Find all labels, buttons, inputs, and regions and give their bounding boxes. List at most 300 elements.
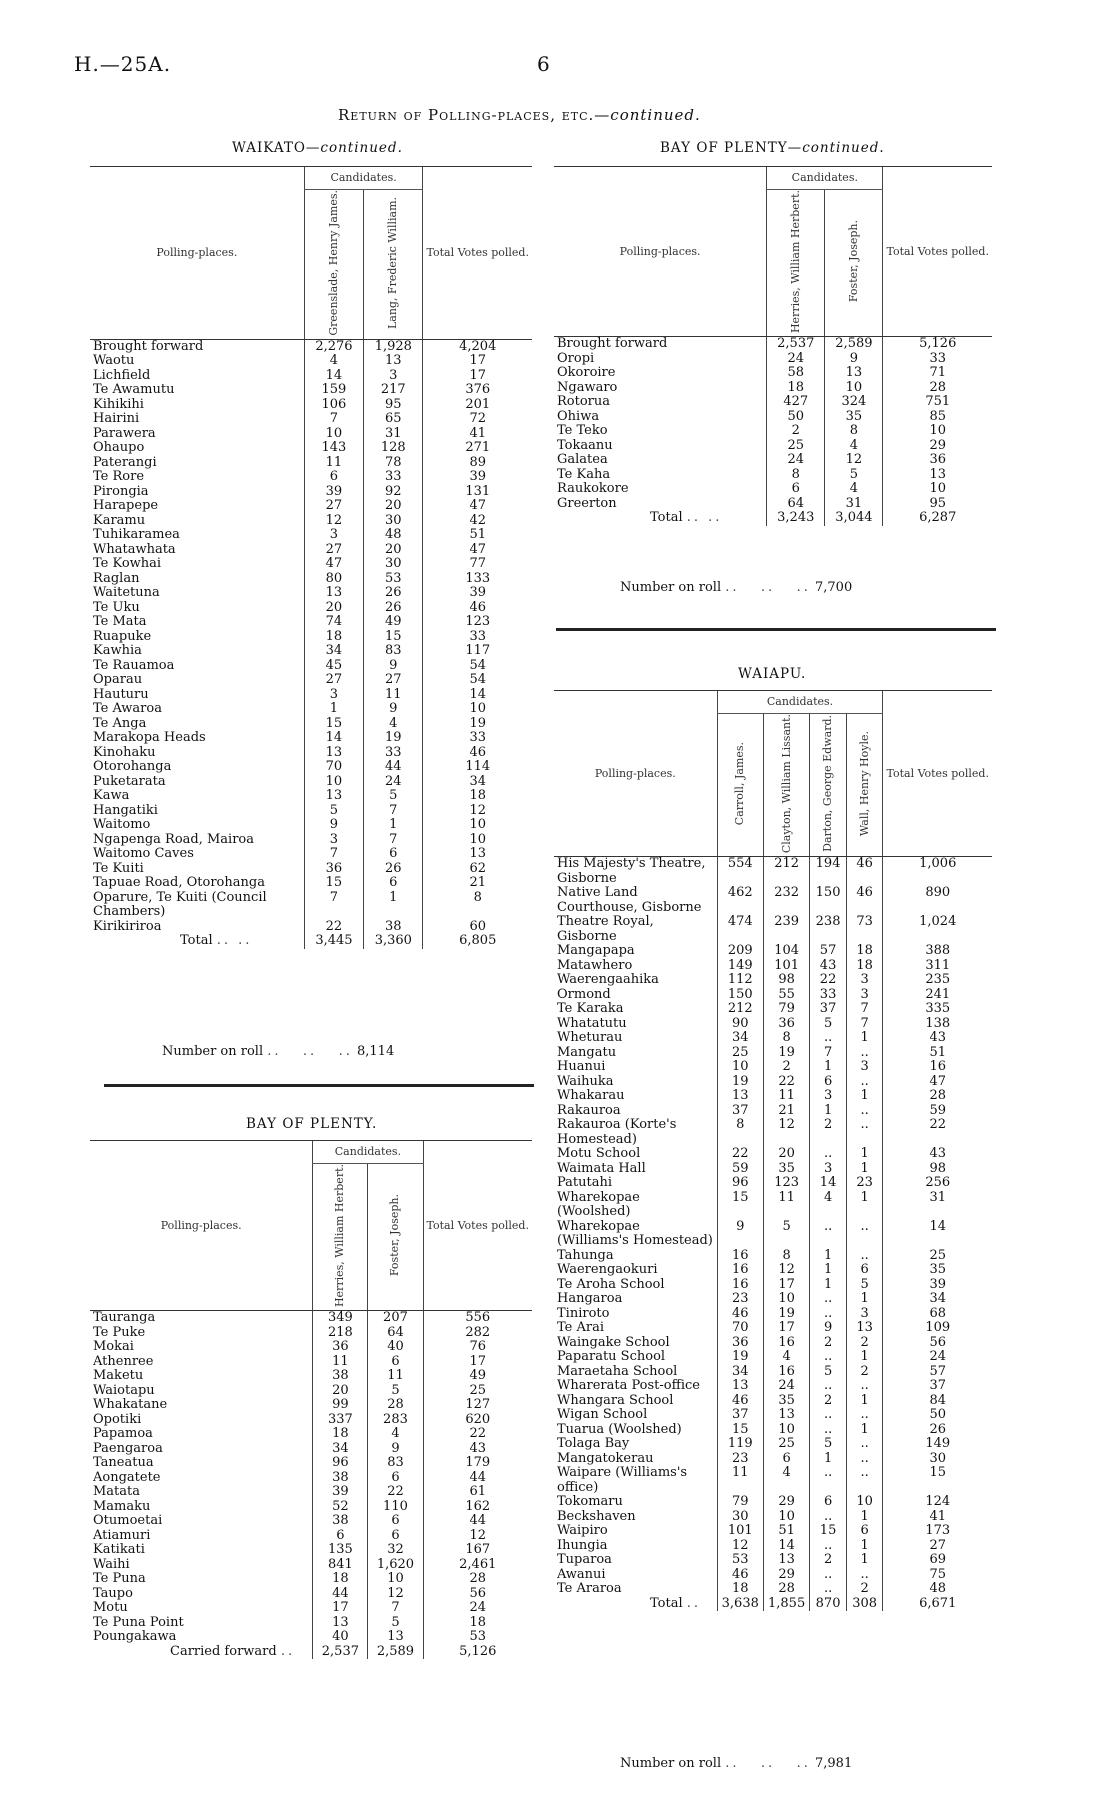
polling-place-name: Wharerata Post-office bbox=[557, 1378, 700, 1394]
table-row bbox=[554, 1176, 992, 1191]
vote-count: 337 bbox=[313, 1413, 368, 1428]
vote-count: 2,537 bbox=[767, 337, 825, 352]
polling-place-name: Oparure, Te Kuiti (Council Chambers) bbox=[93, 889, 267, 920]
vote-count: 50 bbox=[883, 1408, 992, 1423]
vote-count: 18 bbox=[423, 1616, 532, 1631]
bop-cont-roll-value: 7,700 bbox=[815, 580, 853, 595]
section-rule-right bbox=[556, 628, 996, 631]
vote-count: 26 bbox=[364, 601, 423, 616]
vote-count: 50 bbox=[767, 410, 825, 425]
vote-count: 10 bbox=[423, 833, 532, 848]
table-row bbox=[90, 1369, 532, 1384]
vote-count: 59 bbox=[883, 1104, 992, 1119]
vote-count: 31 bbox=[883, 1191, 992, 1220]
vote-count: 46 bbox=[717, 1394, 763, 1409]
table-row bbox=[90, 586, 532, 601]
polling-place-name: Waitomo Caves bbox=[93, 846, 194, 862]
vote-count: 48 bbox=[883, 1582, 992, 1597]
vote-count: 46 bbox=[846, 857, 883, 887]
vote-count: .. bbox=[810, 1568, 847, 1583]
polling-place-name: Motu bbox=[93, 1600, 128, 1616]
vote-count: .. bbox=[846, 1249, 883, 1264]
waikato-total-votes: 6,805 bbox=[423, 934, 532, 949]
table-row bbox=[554, 1568, 992, 1583]
vote-count: 29 bbox=[883, 439, 992, 454]
vote-count: 1 bbox=[364, 891, 423, 920]
polling-place-name: Maketu bbox=[93, 1368, 144, 1384]
polling-place-name: Te Arai bbox=[557, 1320, 604, 1336]
vote-count: 16 bbox=[883, 1060, 992, 1075]
bop-cont-title bbox=[660, 140, 885, 156]
vote-count: 36 bbox=[717, 1336, 763, 1351]
vote-count: .. bbox=[810, 1379, 847, 1394]
bop-cont-total-c1: 3,243 bbox=[767, 511, 825, 526]
table-row bbox=[90, 383, 532, 398]
polling-place-name: Galatea bbox=[557, 452, 608, 468]
vote-count: 19 bbox=[364, 731, 423, 746]
polling-place-name: Beckshaven bbox=[557, 1508, 636, 1524]
table-row bbox=[90, 499, 532, 514]
vote-count: 77 bbox=[423, 557, 532, 572]
table-row bbox=[554, 1350, 992, 1365]
vote-count: 14 bbox=[763, 1539, 809, 1554]
vote-count: 201 bbox=[423, 398, 532, 413]
vote-count: .. bbox=[810, 1582, 847, 1597]
vote-count: 3 bbox=[846, 1060, 883, 1075]
vote-count: 2,589 bbox=[825, 337, 883, 352]
vote-count: 16 bbox=[763, 1336, 809, 1351]
vote-count: 53 bbox=[364, 572, 423, 587]
vote-count: 13 bbox=[883, 468, 992, 483]
vote-count: 24 bbox=[763, 1379, 809, 1394]
waiapu-title: WAIAPU. bbox=[738, 666, 807, 682]
table-row bbox=[90, 456, 532, 471]
vote-count: 26 bbox=[883, 1423, 992, 1438]
vote-count: 12 bbox=[763, 1263, 809, 1278]
table-row bbox=[554, 886, 992, 915]
bop-cont-total-votes: 6,287 bbox=[883, 511, 992, 526]
table-row bbox=[554, 1365, 992, 1380]
vote-count: 1 bbox=[810, 1249, 847, 1264]
vote-count: 109 bbox=[883, 1321, 992, 1336]
polling-place-name: Whakatane bbox=[93, 1397, 168, 1413]
vote-count: 6 bbox=[846, 1524, 883, 1539]
vote-count: 311 bbox=[883, 959, 992, 974]
polling-place-name: Okoroire bbox=[557, 365, 616, 381]
table-row bbox=[90, 1456, 532, 1471]
vote-count: 20 bbox=[313, 1384, 368, 1399]
vote-count: 127 bbox=[423, 1398, 532, 1413]
vote-count: .. bbox=[846, 1379, 883, 1394]
vote-count: 55 bbox=[763, 988, 809, 1003]
polling-place-name: Raglan bbox=[93, 570, 140, 586]
vote-count: 36 bbox=[313, 1340, 368, 1355]
polling-place-name: Tahunga bbox=[557, 1247, 614, 1263]
polling-place-name: Hangaroa bbox=[557, 1291, 623, 1307]
vote-count: 40 bbox=[368, 1340, 423, 1355]
polling-place-name: Waimata Hall bbox=[557, 1160, 646, 1176]
vote-count: 79 bbox=[717, 1495, 763, 1510]
vote-count: 39 bbox=[313, 1485, 368, 1500]
vote-count: 8 bbox=[825, 424, 883, 439]
table-row bbox=[554, 1147, 992, 1162]
table-row bbox=[90, 339, 532, 354]
vote-count: 65 bbox=[364, 412, 423, 427]
bop-carried-label: Carried forward .. bbox=[170, 1643, 296, 1659]
vote-count: 44 bbox=[313, 1587, 368, 1602]
table-row bbox=[554, 453, 992, 468]
vote-count: 34 bbox=[304, 644, 363, 659]
page-header-ref: H.—25A. bbox=[74, 52, 172, 76]
vote-count: 16 bbox=[717, 1278, 763, 1293]
table-row bbox=[90, 470, 532, 485]
vote-count: 16 bbox=[763, 1365, 809, 1380]
vote-count: 28 bbox=[423, 1572, 532, 1587]
waikato-total-label: Total .. .. bbox=[180, 933, 253, 949]
table-row bbox=[90, 804, 532, 819]
vote-count: 6 bbox=[364, 847, 423, 862]
vote-count: 106 bbox=[304, 398, 363, 413]
polling-place-name: Whatawhata bbox=[93, 541, 176, 557]
vote-count: 34 bbox=[423, 775, 532, 790]
vote-count: 5,126 bbox=[883, 337, 992, 352]
vote-count: 119 bbox=[717, 1437, 763, 1452]
waiapu-total-label: Total .. bbox=[650, 1595, 702, 1611]
vote-count: 64 bbox=[368, 1326, 423, 1341]
vote-count: 1 bbox=[846, 1553, 883, 1568]
vote-count: 133 bbox=[423, 572, 532, 587]
vote-count: 46 bbox=[423, 746, 532, 761]
polling-place-name: Otumoetai bbox=[93, 1513, 163, 1529]
table-row bbox=[90, 1514, 532, 1529]
table-row bbox=[554, 1278, 992, 1293]
vote-count: 35 bbox=[883, 1263, 992, 1278]
bop-head-total: Total Votes polled. bbox=[423, 1141, 532, 1311]
vote-count: 104 bbox=[763, 944, 809, 959]
vote-count: .. bbox=[846, 1437, 883, 1452]
vote-count: 10 bbox=[883, 424, 992, 439]
table-row bbox=[554, 988, 992, 1003]
polling-place-name: Athenree bbox=[93, 1353, 154, 1369]
vote-count: 1 bbox=[846, 1031, 883, 1046]
vote-count: 28 bbox=[883, 381, 992, 396]
vote-count: 21 bbox=[423, 876, 532, 891]
vote-count: 90 bbox=[717, 1017, 763, 1032]
vote-count: 10 bbox=[304, 775, 363, 790]
vote-count: 39 bbox=[304, 485, 363, 500]
vote-count: 35 bbox=[763, 1394, 809, 1409]
waikato-table-wrap bbox=[90, 166, 532, 949]
vote-count: 1 bbox=[846, 1191, 883, 1220]
polling-place-name: Huanui bbox=[557, 1059, 606, 1075]
table-row bbox=[554, 857, 992, 887]
vote-count: 2 bbox=[810, 1553, 847, 1568]
table-row bbox=[90, 847, 532, 862]
vote-count: 17 bbox=[313, 1601, 368, 1616]
waikato-total-c2: 3,360 bbox=[364, 934, 423, 949]
vote-count: 84 bbox=[883, 1394, 992, 1409]
vote-count: 101 bbox=[763, 959, 809, 974]
vote-count: 28 bbox=[883, 1089, 992, 1104]
waikato-head-places: Polling-places. bbox=[90, 167, 304, 340]
vote-count: 9 bbox=[364, 659, 423, 674]
waiapu-total-votes: 6,671 bbox=[883, 1597, 992, 1612]
polling-place-name: Wharekopae (Woolshed) bbox=[557, 1189, 640, 1220]
vote-count: 64 bbox=[767, 497, 825, 512]
vote-count: 6 bbox=[368, 1355, 423, 1370]
vote-count: 29 bbox=[763, 1568, 809, 1583]
vote-count: 9 bbox=[825, 352, 883, 367]
table-row bbox=[90, 630, 532, 645]
vote-count: 25 bbox=[717, 1046, 763, 1061]
vote-count: 6 bbox=[368, 1529, 423, 1544]
vote-count: 14 bbox=[810, 1176, 847, 1191]
vote-count: 30 bbox=[717, 1510, 763, 1525]
vote-count: 149 bbox=[717, 959, 763, 974]
vote-count: 25 bbox=[763, 1437, 809, 1452]
vote-count: 2 bbox=[846, 1336, 883, 1351]
table-row bbox=[554, 1423, 992, 1438]
waiapu-total-c4: 308 bbox=[846, 1597, 883, 1612]
table-row bbox=[554, 1524, 992, 1539]
vote-count: 150 bbox=[810, 886, 847, 915]
vote-count: 7 bbox=[846, 1017, 883, 1032]
vote-count: 33 bbox=[364, 470, 423, 485]
vote-count: 43 bbox=[883, 1147, 992, 1162]
table-row bbox=[554, 1379, 992, 1394]
polling-place-name: Waihuka bbox=[557, 1073, 614, 1089]
polling-place-name: Mangapapa bbox=[557, 943, 635, 959]
vote-count: 75 bbox=[883, 1568, 992, 1583]
polling-place-name: Te Mata bbox=[93, 614, 147, 630]
vote-count: 73 bbox=[846, 915, 883, 944]
vote-count: 24 bbox=[767, 352, 825, 367]
vote-count: 16 bbox=[717, 1249, 763, 1264]
vote-count: 56 bbox=[883, 1336, 992, 1351]
vote-count: 2 bbox=[810, 1336, 847, 1351]
polling-place-name: Maraetaha School bbox=[557, 1363, 678, 1379]
vote-count: 3 bbox=[304, 688, 363, 703]
vote-count: 47 bbox=[304, 557, 363, 572]
polling-place-name: Kawa bbox=[93, 788, 130, 804]
section-rule bbox=[104, 1084, 534, 1087]
vote-count: 78 bbox=[364, 456, 423, 471]
vote-count: 138 bbox=[883, 1017, 992, 1032]
vote-count: 6 bbox=[364, 876, 423, 891]
polling-place-name: Paparatu School bbox=[557, 1349, 666, 1365]
polling-place-name: Theatre Royal, Gisborne bbox=[557, 914, 654, 944]
vote-count: 27 bbox=[364, 673, 423, 688]
vote-count: 12 bbox=[304, 514, 363, 529]
vote-count: 159 bbox=[304, 383, 363, 398]
polling-place-name: Tuparoa bbox=[557, 1552, 612, 1568]
bop-cont-head-total: Total Votes polled. bbox=[883, 167, 992, 337]
vote-count: 474 bbox=[717, 915, 763, 944]
vote-count: 324 bbox=[825, 395, 883, 410]
bop-cont-head-candidates: Candidates. bbox=[767, 167, 883, 190]
bop-cont-total-c2: 3,044 bbox=[825, 511, 883, 526]
polling-place-name: Native Land Courthouse, Gisborne bbox=[557, 885, 702, 915]
polling-place-name: Wigan School bbox=[557, 1407, 648, 1423]
table-row bbox=[554, 424, 992, 439]
table-row bbox=[90, 1340, 532, 1355]
vote-count: 1 bbox=[846, 1147, 883, 1162]
table-row bbox=[90, 746, 532, 761]
table-row bbox=[554, 1408, 992, 1423]
table-row bbox=[554, 482, 992, 497]
vote-count: 28 bbox=[763, 1582, 809, 1597]
waikato-total-c1: 3,445 bbox=[304, 934, 363, 949]
vote-count: 209 bbox=[717, 944, 763, 959]
vote-count: 33 bbox=[883, 352, 992, 367]
vote-count: 24 bbox=[767, 453, 825, 468]
vote-count: 6 bbox=[810, 1495, 847, 1510]
vote-count: 17 bbox=[763, 1278, 809, 1293]
vote-count: 1 bbox=[846, 1423, 883, 1438]
vote-count: 13 bbox=[846, 1321, 883, 1336]
table-row bbox=[90, 1558, 532, 1573]
vote-count: .. bbox=[810, 1220, 847, 1249]
polling-place-name: Te Awaroa bbox=[93, 701, 162, 717]
vote-count: 44 bbox=[423, 1514, 532, 1529]
vote-count: 39 bbox=[423, 586, 532, 601]
vote-count: 95 bbox=[883, 497, 992, 512]
vote-count: 13 bbox=[717, 1089, 763, 1104]
table-row bbox=[554, 1031, 992, 1046]
polling-place-name: Lichfield bbox=[93, 367, 151, 383]
polling-place-name: Brought forward bbox=[93, 338, 204, 354]
vote-count: .. bbox=[846, 1118, 883, 1147]
vote-count: 13 bbox=[825, 366, 883, 381]
vote-count: 96 bbox=[313, 1456, 368, 1471]
table-row bbox=[90, 717, 532, 732]
bop-carried-c1: 2,537 bbox=[313, 1645, 368, 1660]
vote-count: 2,461 bbox=[423, 1558, 532, 1573]
vote-count: 89 bbox=[423, 456, 532, 471]
vote-count: 239 bbox=[763, 915, 809, 944]
vote-count: 376 bbox=[423, 383, 532, 398]
vote-count: 40 bbox=[313, 1630, 368, 1645]
vote-count: 17 bbox=[423, 354, 532, 369]
polling-place-name: Te Kaha bbox=[557, 466, 611, 482]
vote-count: 53 bbox=[423, 1630, 532, 1645]
polling-place-name: Mamaku bbox=[93, 1498, 151, 1514]
table-row bbox=[90, 1442, 532, 1457]
vote-count: 9 bbox=[810, 1321, 847, 1336]
polling-place-name: Oparau bbox=[93, 672, 143, 688]
table-row bbox=[554, 1582, 992, 1597]
polling-place-name: Waihi bbox=[93, 1556, 130, 1572]
vote-count: 7 bbox=[364, 833, 423, 848]
polling-place-name: Poungakawa bbox=[93, 1629, 177, 1645]
table-row bbox=[554, 1437, 992, 1452]
vote-count: 232 bbox=[763, 886, 809, 915]
table-row bbox=[90, 557, 532, 572]
table-row bbox=[90, 601, 532, 616]
table-row bbox=[90, 543, 532, 558]
polling-place-name: Otorohanga bbox=[93, 759, 172, 775]
polling-place-name: Kinohaku bbox=[93, 744, 156, 760]
waikato-title bbox=[232, 140, 403, 156]
vote-count: 167 bbox=[423, 1543, 532, 1558]
table-row bbox=[554, 352, 992, 367]
vote-count: 2 bbox=[810, 1118, 847, 1147]
table-row bbox=[90, 412, 532, 427]
vote-count: 12 bbox=[763, 1118, 809, 1147]
vote-count: 6 bbox=[313, 1529, 368, 1544]
polling-place-name: Te Karaka bbox=[557, 1001, 624, 1017]
bop-head-c2: Foster, Joseph. bbox=[388, 1194, 402, 1277]
vote-count: 43 bbox=[423, 1442, 532, 1457]
waiapu-head-total: Total Votes polled. bbox=[883, 691, 992, 857]
vote-count: 12 bbox=[423, 804, 532, 819]
bop-head-candidates: Candidates. bbox=[313, 1141, 423, 1164]
vote-count: 11 bbox=[313, 1355, 368, 1370]
vote-count: 4 bbox=[810, 1191, 847, 1220]
table-row bbox=[90, 1485, 532, 1500]
table-row bbox=[554, 1466, 992, 1495]
vote-count: 11 bbox=[763, 1089, 809, 1104]
vote-count: 37 bbox=[717, 1408, 763, 1423]
polling-place-name: Tauranga bbox=[93, 1310, 156, 1326]
vote-count: 13 bbox=[313, 1616, 368, 1631]
vote-count: 4 bbox=[763, 1466, 809, 1495]
table-row bbox=[554, 1104, 992, 1119]
vote-count: 21 bbox=[763, 1104, 809, 1119]
table-row bbox=[90, 818, 532, 833]
vote-count: 46 bbox=[717, 1307, 763, 1322]
vote-count: 1 bbox=[846, 1394, 883, 1409]
waikato-roll: Number on roll .. .. .. 8,114 bbox=[162, 1044, 395, 1059]
vote-count: .. bbox=[810, 1307, 847, 1322]
polling-place-name: Te Teko bbox=[557, 423, 608, 439]
vote-count: 841 bbox=[313, 1558, 368, 1573]
vote-count: 76 bbox=[423, 1340, 532, 1355]
vote-count: 135 bbox=[313, 1543, 368, 1558]
vote-count: 9 bbox=[368, 1442, 423, 1457]
polling-place-name: Waitetuna bbox=[93, 585, 160, 601]
vote-count: 36 bbox=[763, 1017, 809, 1032]
bop-table-wrap bbox=[90, 1140, 532, 1659]
vote-count: 33 bbox=[364, 746, 423, 761]
table-row bbox=[554, 915, 992, 944]
waiapu-head-candidates: Candidates. bbox=[717, 691, 883, 714]
bop-cont-roll: Number on roll .. .. .. 7,700 bbox=[620, 580, 853, 595]
vote-count: 30 bbox=[883, 1452, 992, 1467]
vote-count: .. bbox=[810, 1292, 847, 1307]
vote-count: 2,276 bbox=[304, 339, 363, 354]
table-row bbox=[554, 1510, 992, 1525]
vote-count: 110 bbox=[368, 1500, 423, 1515]
vote-count: 57 bbox=[883, 1365, 992, 1380]
vote-count: 15 bbox=[304, 876, 363, 891]
vote-count: 101 bbox=[717, 1524, 763, 1539]
vote-count: 1 bbox=[846, 1539, 883, 1554]
bop-title: BAY OF PLENTY. bbox=[246, 1116, 378, 1132]
vote-count: 8 bbox=[767, 468, 825, 483]
vote-count: 1 bbox=[304, 702, 363, 717]
vote-count: 5 bbox=[368, 1384, 423, 1399]
waikato-head-total: Total Votes polled. bbox=[423, 167, 532, 340]
polling-place-name: Waerengaahika bbox=[557, 972, 659, 988]
polling-place-name: His Majesty's Theatre, Gisborne bbox=[557, 856, 706, 886]
vote-count: 24 bbox=[423, 1601, 532, 1616]
polling-place-name: Mangatu bbox=[557, 1044, 617, 1060]
vote-count: 10 bbox=[763, 1292, 809, 1307]
vote-count: 31 bbox=[825, 497, 883, 512]
vote-count: .. bbox=[810, 1539, 847, 1554]
vote-count: .. bbox=[846, 1220, 883, 1249]
